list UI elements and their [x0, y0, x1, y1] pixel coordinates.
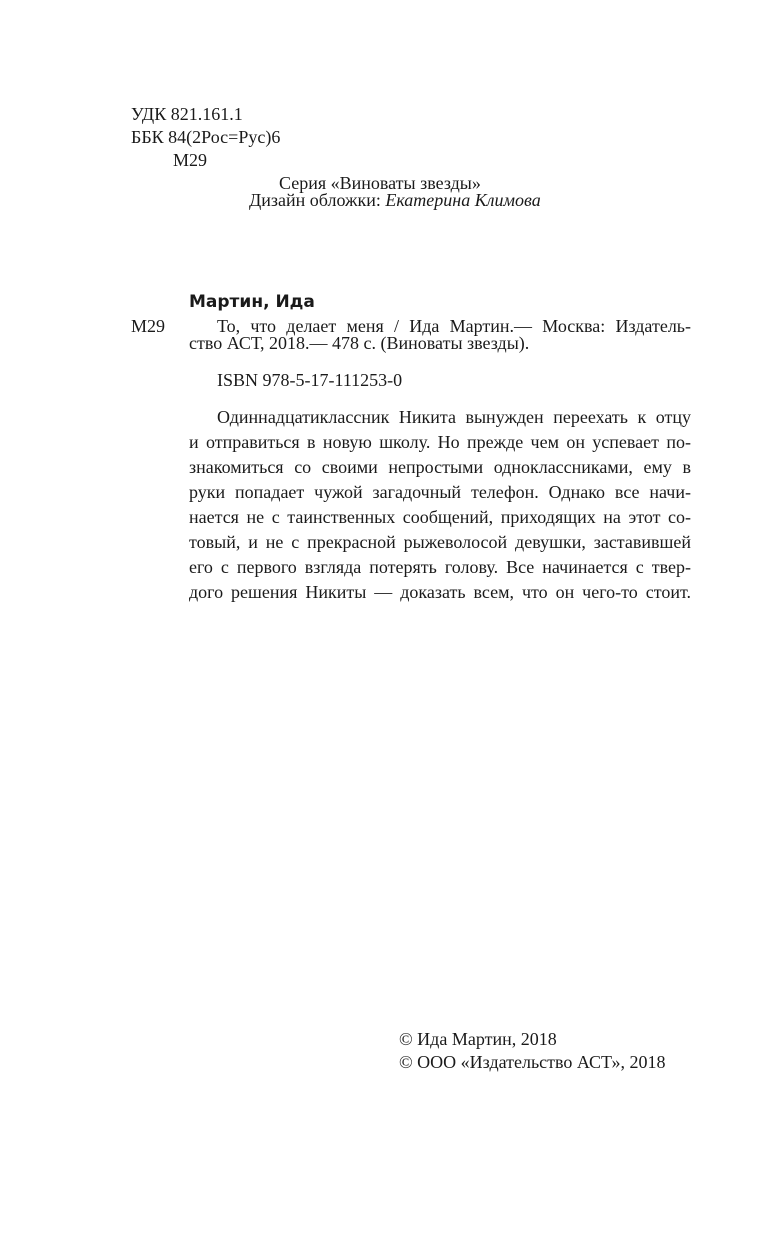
- annotation-line-8: дого решения Никиты — доказать всем, что он чего-то стоит.: [189, 582, 691, 602]
- cover-design-line: [249, 188, 541, 212]
- record-description-line-1: То, что делает меня / Ида Мартин.— Москва: Издатель-: [217, 316, 691, 336]
- annotation-line-4: руки попадает чужой загадочный телефон. Однако все начи-: [189, 482, 691, 502]
- margin-author-mark: М29: [131, 316, 166, 336]
- annotation-line-6: товый, и не с прекрасной рыжеволосой девушки, заставившей: [189, 532, 691, 552]
- cover-design-label: Дизайн обложки:: [249, 190, 381, 210]
- annotation-line-5: нается не с таинственных сообщений, приходящих на этот со-: [189, 507, 691, 527]
- isbn: ISBN 978-5-17-111253-0: [217, 370, 403, 390]
- udk-code: УДК 821.161.1: [131, 104, 243, 124]
- annotation-line-2: и отправиться в новую школу. Но прежде чем он успевает по-: [189, 432, 691, 452]
- series-line: Серия «Виноваты звезды»: [279, 173, 481, 193]
- copyright-author: © Ида Мартин, 2018: [399, 1029, 557, 1049]
- annotation-line-7: его с первого взгляда потерять голову. Все начинается с твер-: [189, 557, 691, 577]
- record-description-line-2: ство АСТ, 2018.— 478 с. (Виноваты звезды).: [189, 333, 530, 353]
- annotation-line-1: Одиннадцатиклассник Никита вынужден переехать к отцу: [217, 407, 691, 427]
- copyright-publisher: © ООО «Издательство АСТ», 2018: [399, 1052, 666, 1072]
- bbk-code: ББК 84(2Рос=Рус)6: [131, 127, 281, 147]
- author-mark: М29: [173, 150, 208, 170]
- author-heading: Мартин, Ида: [189, 292, 315, 312]
- cover-designer-name: Екатерина Климова: [385, 190, 541, 210]
- annotation-line-3: знакомиться со своими непростыми одноклассниками, ему в: [189, 457, 691, 477]
